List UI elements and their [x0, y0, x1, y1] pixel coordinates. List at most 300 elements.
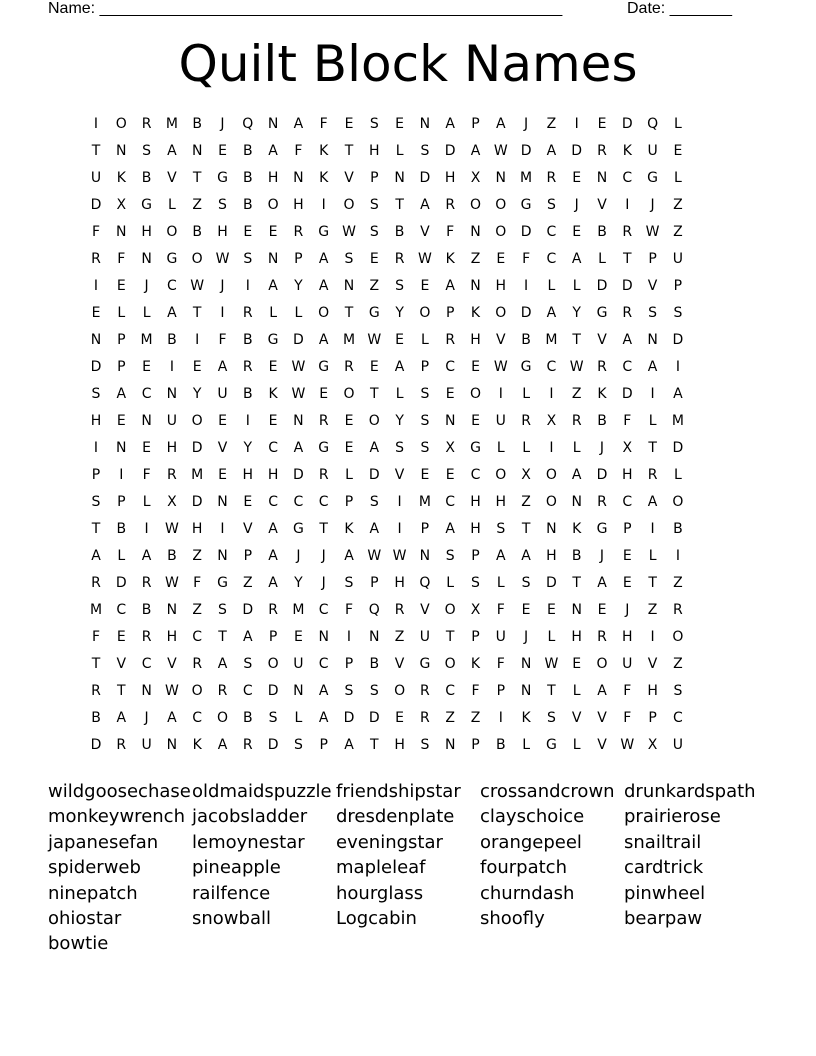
grid-letter: D — [520, 305, 532, 321]
grid-letter: R — [571, 413, 582, 429]
grid-letter: D — [546, 575, 557, 591]
grid-letter: D — [621, 278, 633, 294]
grid-letter: C — [546, 359, 557, 375]
grid-letter: M — [89, 602, 103, 618]
grid-letter: E — [116, 629, 126, 645]
grid-letter: I — [650, 629, 655, 645]
grid-letter: Q — [368, 602, 380, 618]
grid-letter: A — [116, 710, 127, 726]
grid-letter: B — [116, 521, 127, 537]
grid-letter: R — [141, 116, 152, 132]
grid-letter: G — [141, 197, 153, 213]
grid-letter: H — [267, 467, 279, 483]
grid-letter: A — [470, 143, 481, 159]
grid-letter: D — [596, 467, 608, 483]
grid-letter: E — [597, 116, 607, 132]
grid-letter: L — [395, 143, 404, 159]
grid-letter: H — [444, 170, 456, 186]
grid-letter: R — [268, 602, 278, 618]
grid-letter: I — [650, 521, 655, 537]
grid-letter: S — [369, 224, 379, 240]
grid-letter: L — [572, 683, 581, 699]
grid-letter: B — [369, 656, 380, 672]
grid-letter: N — [267, 116, 279, 132]
grid-letter: N — [191, 143, 203, 159]
grid-letter: N — [343, 278, 355, 294]
grid-letter: E — [521, 602, 531, 618]
grid-letter: V — [167, 170, 177, 186]
word-item: bowtie — [48, 933, 109, 955]
grid-letter: S — [91, 494, 101, 510]
grid-letter: O — [343, 197, 355, 213]
grid-letter: W — [291, 359, 306, 375]
grid-letter: N — [571, 602, 582, 618]
grid-letter: S — [142, 143, 152, 159]
grid-letter: W — [620, 737, 635, 753]
grid-letter: S — [420, 413, 430, 429]
grid-letter: A — [167, 143, 177, 159]
grid-letter: P — [117, 359, 126, 375]
grid-letter: A — [546, 305, 557, 321]
grid-letter: F — [117, 251, 126, 267]
grid-letter: B — [167, 332, 177, 348]
grid-letter: B — [242, 332, 253, 348]
grid-letter: C — [546, 251, 557, 267]
grid-letter: A — [167, 710, 177, 726]
grid-letter: A — [344, 548, 354, 564]
grid-letter: R — [141, 575, 152, 591]
grid-letter: P — [243, 548, 253, 564]
grid-letter: V — [496, 332, 506, 348]
grid-letter: R — [217, 683, 228, 699]
grid-letter: G — [318, 440, 330, 456]
word-item: prairierose — [624, 806, 721, 828]
grid-letter: K — [192, 737, 202, 753]
grid-letter: Z — [369, 278, 380, 294]
grid-letter: H — [470, 332, 481, 348]
word-item: friendshipstar — [336, 781, 461, 802]
grid-letter: A — [167, 305, 177, 321]
grid-letter: I — [498, 386, 503, 402]
grid-letter: Z — [647, 602, 658, 618]
grid-letter: L — [142, 494, 151, 510]
grid-letter: T — [91, 143, 101, 159]
grid-letter: C — [622, 359, 633, 375]
grid-letter: L — [446, 575, 455, 591]
grid-letter: S — [395, 440, 405, 456]
grid-letter: I — [245, 278, 250, 294]
grid-letter: L — [522, 737, 530, 753]
grid-letter: Y — [294, 575, 303, 591]
grid-letter: G — [318, 359, 330, 375]
word-item: clayschoice — [480, 806, 585, 828]
grid-letter: S — [293, 737, 303, 753]
grid-letter: J — [321, 548, 326, 564]
grid-letter: H — [242, 467, 254, 483]
grid-letter: D — [419, 170, 431, 186]
grid-letter: E — [116, 413, 126, 429]
grid-letter: N — [444, 737, 456, 753]
grid-letter: H — [90, 413, 102, 429]
grid-letter: T — [319, 521, 328, 537]
grid-letter: A — [318, 332, 329, 348]
grid-letter: O — [672, 629, 684, 645]
grid-letter: L — [269, 305, 277, 321]
grid-letter: D — [343, 710, 355, 726]
grid-letter: W — [291, 386, 306, 402]
grid-letter: E — [420, 467, 430, 483]
grid-letter: P — [471, 548, 480, 564]
grid-letter: L — [167, 197, 176, 213]
grid-letter: C — [470, 467, 481, 483]
grid-letter: N — [419, 548, 431, 564]
grid-letter: F — [193, 575, 202, 591]
grid-letter: E — [268, 359, 278, 375]
grid-letter: X — [116, 197, 127, 213]
grid-letter: S — [369, 494, 379, 510]
grid-letter: Z — [673, 656, 683, 672]
grid-letter: V — [597, 710, 607, 726]
grid-letter: U — [141, 737, 152, 753]
grid-letter: C — [546, 224, 557, 240]
grid-letter: T — [648, 440, 657, 456]
grid-letter: E — [471, 413, 480, 429]
grid-letter: V — [420, 224, 430, 240]
grid-letter: N — [166, 386, 178, 402]
word-item: pinwheel — [624, 882, 706, 904]
grid-letter: E — [471, 359, 480, 375]
grid-letter: A — [673, 386, 683, 402]
grid-letter: B — [141, 602, 152, 618]
grid-letter: P — [344, 656, 354, 672]
grid-letter: N — [419, 116, 431, 132]
grid-letter: N — [267, 251, 279, 267]
grid-letter: O — [596, 656, 608, 672]
page-title: Quilt Block Names — [178, 35, 638, 93]
grid-letter: R — [242, 737, 253, 753]
grid-letter: I — [549, 440, 554, 456]
grid-letter: T — [117, 683, 126, 699]
grid-letter: J — [574, 197, 579, 213]
grid-letter: K — [445, 251, 455, 267]
grid-letter: V — [243, 521, 253, 537]
grid-letter: I — [93, 440, 99, 456]
grid-letter: B — [192, 116, 202, 132]
grid-letter: R — [394, 251, 405, 267]
grid-letter: A — [318, 683, 329, 699]
grid-letter: P — [445, 305, 455, 321]
grid-letter: V — [571, 710, 582, 726]
grid-letter: O — [672, 494, 684, 510]
grid-letter: S — [218, 602, 227, 618]
grid-letter: P — [673, 278, 683, 294]
grid-letter: R — [420, 710, 430, 726]
grid-letter: W — [367, 332, 382, 348]
grid-letter: S — [91, 386, 101, 402]
word-item: spiderweb — [48, 857, 141, 879]
grid-letter: O — [166, 224, 178, 240]
grid-letter: Z — [673, 575, 683, 591]
grid-letter: E — [344, 413, 354, 429]
grid-letter: H — [267, 170, 279, 186]
grid-letter: M — [165, 116, 178, 132]
grid-letter: P — [623, 521, 632, 537]
grid-letter: S — [445, 548, 455, 564]
grid-letter: C — [622, 170, 633, 186]
grid-letter: O — [191, 413, 203, 429]
grid-letter: A — [217, 656, 228, 672]
grid-letter: L — [673, 170, 682, 186]
grid-letter: O — [318, 305, 330, 321]
grid-letter: I — [675, 359, 680, 375]
grid-letter: C — [293, 494, 304, 510]
grid-letter: G — [647, 170, 659, 186]
grid-letter: B — [571, 548, 582, 564]
grid-letter: T — [623, 251, 632, 267]
grid-letter: I — [220, 305, 225, 321]
grid-letter: N — [90, 332, 102, 348]
word-item: japanesefan — [48, 831, 159, 853]
grid-letter: T — [344, 305, 354, 321]
grid-letter: E — [496, 251, 506, 267]
grid-letter: C — [445, 494, 456, 510]
grid-letter: E — [622, 548, 632, 564]
grid-letter: A — [268, 548, 278, 564]
grid-letter: W — [164, 521, 179, 537]
grid-letter: A — [571, 467, 582, 483]
grid-letter: L — [117, 548, 126, 564]
grid-letter: W — [392, 548, 407, 564]
grid-letter: T — [572, 332, 581, 348]
grid-letter: F — [496, 602, 505, 618]
grid-letter: A — [268, 143, 278, 159]
grid-letter: N — [444, 413, 456, 429]
grid-letter: I — [397, 521, 402, 537]
grid-letter: F — [471, 683, 480, 699]
grid-letter: M — [342, 332, 356, 348]
grid-letter: A — [116, 386, 127, 402]
grid-letter: S — [420, 737, 430, 753]
grid-letter: V — [344, 170, 354, 186]
grid-letter: R — [242, 305, 253, 321]
grid-letter: X — [470, 602, 481, 618]
grid-letter: O — [419, 305, 431, 321]
grid-letter: I — [574, 116, 579, 132]
grid-letter: G — [368, 305, 380, 321]
grid-letter: O — [191, 683, 203, 699]
grid-letter: W — [569, 359, 584, 375]
grid-letter: G — [520, 359, 532, 375]
grid-letter: L — [345, 467, 353, 483]
grid-letter: E — [395, 710, 405, 726]
grid-letter: S — [243, 251, 253, 267]
grid-letter: X — [546, 413, 557, 429]
grid-letter: D — [621, 386, 633, 402]
grid-letter: C — [318, 656, 329, 672]
grid-letter: D — [368, 710, 380, 726]
grid-letter: S — [344, 251, 354, 267]
grid-letter: P — [420, 521, 430, 537]
grid-letter: V — [116, 656, 127, 672]
grid-letter: S — [420, 143, 430, 159]
grid-letter: N — [571, 494, 582, 510]
grid-letter: U — [495, 629, 506, 645]
word-item: oldmaidspuzzle — [192, 781, 332, 802]
grid-letter: M — [418, 494, 431, 510]
grid-letter: F — [522, 251, 531, 267]
grid-letter: K — [319, 170, 329, 186]
word-item: bearpaw — [624, 908, 703, 929]
grid-letter: I — [650, 386, 655, 402]
grid-letter: H — [470, 521, 481, 537]
grid-letter: P — [420, 359, 430, 375]
grid-letter: Q — [419, 575, 431, 591]
grid-letter: R — [394, 602, 405, 618]
grid-letter: M — [191, 467, 204, 483]
grid-letter: I — [346, 629, 352, 645]
grid-letter: E — [622, 575, 632, 591]
grid-letter: S — [344, 683, 354, 699]
grid-letter: L — [496, 440, 505, 456]
grid-letter: O — [495, 197, 507, 213]
grid-letter: J — [296, 548, 301, 564]
grid-letter: Y — [192, 386, 202, 402]
grid-letter: D — [191, 440, 203, 456]
grid-letter: M — [140, 332, 153, 348]
grid-letter: M — [520, 170, 533, 186]
grid-letter: L — [673, 467, 682, 483]
grid-letter: R — [420, 683, 430, 699]
grid-letter: O — [545, 494, 557, 510]
grid-letter: B — [167, 548, 177, 564]
grid-letter: Z — [192, 602, 202, 618]
grid-letter: I — [498, 710, 503, 726]
grid-letter: S — [420, 386, 430, 402]
grid-letter: P — [370, 575, 379, 591]
grid-letter: N — [647, 332, 658, 348]
grid-letter: P — [648, 710, 657, 726]
grid-letter: D — [90, 197, 102, 213]
grid-letter: N — [166, 602, 178, 618]
grid-letter: P — [648, 251, 657, 267]
grid-letter: O — [469, 386, 482, 402]
grid-letter: U — [293, 656, 304, 672]
grid-letter: Z — [394, 629, 405, 645]
grid-letter: K — [622, 143, 632, 159]
grid-letter: D — [293, 332, 304, 348]
grid-letter: D — [242, 602, 254, 618]
grid-letter: T — [648, 575, 657, 591]
grid-letter: R — [91, 575, 101, 591]
grid-letter: A — [318, 710, 329, 726]
word-item: shoofly — [480, 908, 545, 929]
grid-letter: N — [293, 683, 304, 699]
grid-letter: S — [521, 575, 531, 591]
grid-letter: A — [597, 575, 607, 591]
grid-letter: Z — [470, 710, 481, 726]
grid-letter: L — [522, 440, 530, 456]
grid-letter: Z — [546, 116, 557, 132]
grid-letter: P — [471, 737, 480, 753]
grid-letter: U — [166, 413, 178, 429]
grid-letter: C — [167, 278, 177, 294]
grid-letter: J — [524, 116, 529, 132]
grid-letter: E — [243, 224, 253, 240]
grid-letter: R — [116, 737, 127, 753]
grid-letter: O — [267, 656, 279, 672]
grid-letter: O — [495, 467, 507, 483]
grid-letter: C — [673, 710, 683, 726]
grid-letter: H — [647, 683, 658, 699]
grid-letter: E — [218, 413, 227, 429]
grid-letter: S — [673, 305, 683, 321]
grid-letter: K — [470, 305, 481, 321]
grid-letter: A — [445, 521, 455, 537]
grid-letter: U — [217, 386, 228, 402]
grid-letter: U — [647, 143, 658, 159]
grid-letter: U — [90, 170, 102, 186]
grid-letter: B — [242, 197, 253, 213]
word-item: fourpatch — [480, 857, 567, 879]
word-item: ninepatch — [48, 882, 138, 904]
grid-letter: J — [599, 440, 605, 456]
grid-letter: P — [471, 116, 480, 132]
grid-letter: G — [166, 251, 178, 267]
grid-letter: H — [546, 548, 557, 564]
grid-letter: L — [142, 305, 151, 321]
grid-letter: P — [91, 467, 101, 483]
grid-letter: O — [495, 305, 507, 321]
grid-letter: O — [267, 197, 279, 213]
grid-letter: Y — [395, 305, 404, 321]
grid-letter: C — [268, 494, 278, 510]
grid-letter: D — [571, 143, 583, 159]
grid-letter: R — [91, 683, 101, 699]
grid-letter: S — [673, 683, 683, 699]
grid-letter: B — [597, 413, 607, 429]
grid-letter: K — [319, 143, 329, 159]
grid-letter: B — [597, 224, 607, 240]
grid-letter: I — [549, 386, 554, 402]
grid-letter: E — [116, 278, 126, 294]
grid-letter: B — [141, 170, 152, 186]
grid-letter: F — [142, 467, 151, 483]
grid-letter: I — [93, 116, 99, 132]
grid-letter: N — [369, 629, 380, 645]
grid-letter: L — [648, 548, 657, 564]
grid-letter: L — [572, 737, 581, 753]
grid-letter: S — [546, 197, 556, 213]
grid-letter: C — [445, 683, 456, 699]
grid-letter: O — [343, 386, 355, 402]
grid-letter: V — [647, 278, 658, 294]
grid-letter: Z — [673, 224, 683, 240]
grid-letter: D — [672, 332, 684, 348]
grid-letter: F — [218, 332, 227, 348]
grid-letter: L — [522, 386, 530, 402]
grid-letter: S — [344, 575, 354, 591]
grid-letter: A — [369, 521, 380, 537]
grid-letter: R — [622, 224, 633, 240]
word-item: pineapple — [192, 857, 281, 879]
grid-letter: B — [673, 521, 683, 537]
grid-letter: X — [647, 737, 658, 753]
grid-letter: C — [318, 494, 329, 510]
grid-letter: C — [622, 494, 633, 510]
grid-letter: W — [190, 278, 205, 294]
grid-letter: L — [673, 116, 682, 132]
grid-letter: I — [220, 521, 225, 537]
